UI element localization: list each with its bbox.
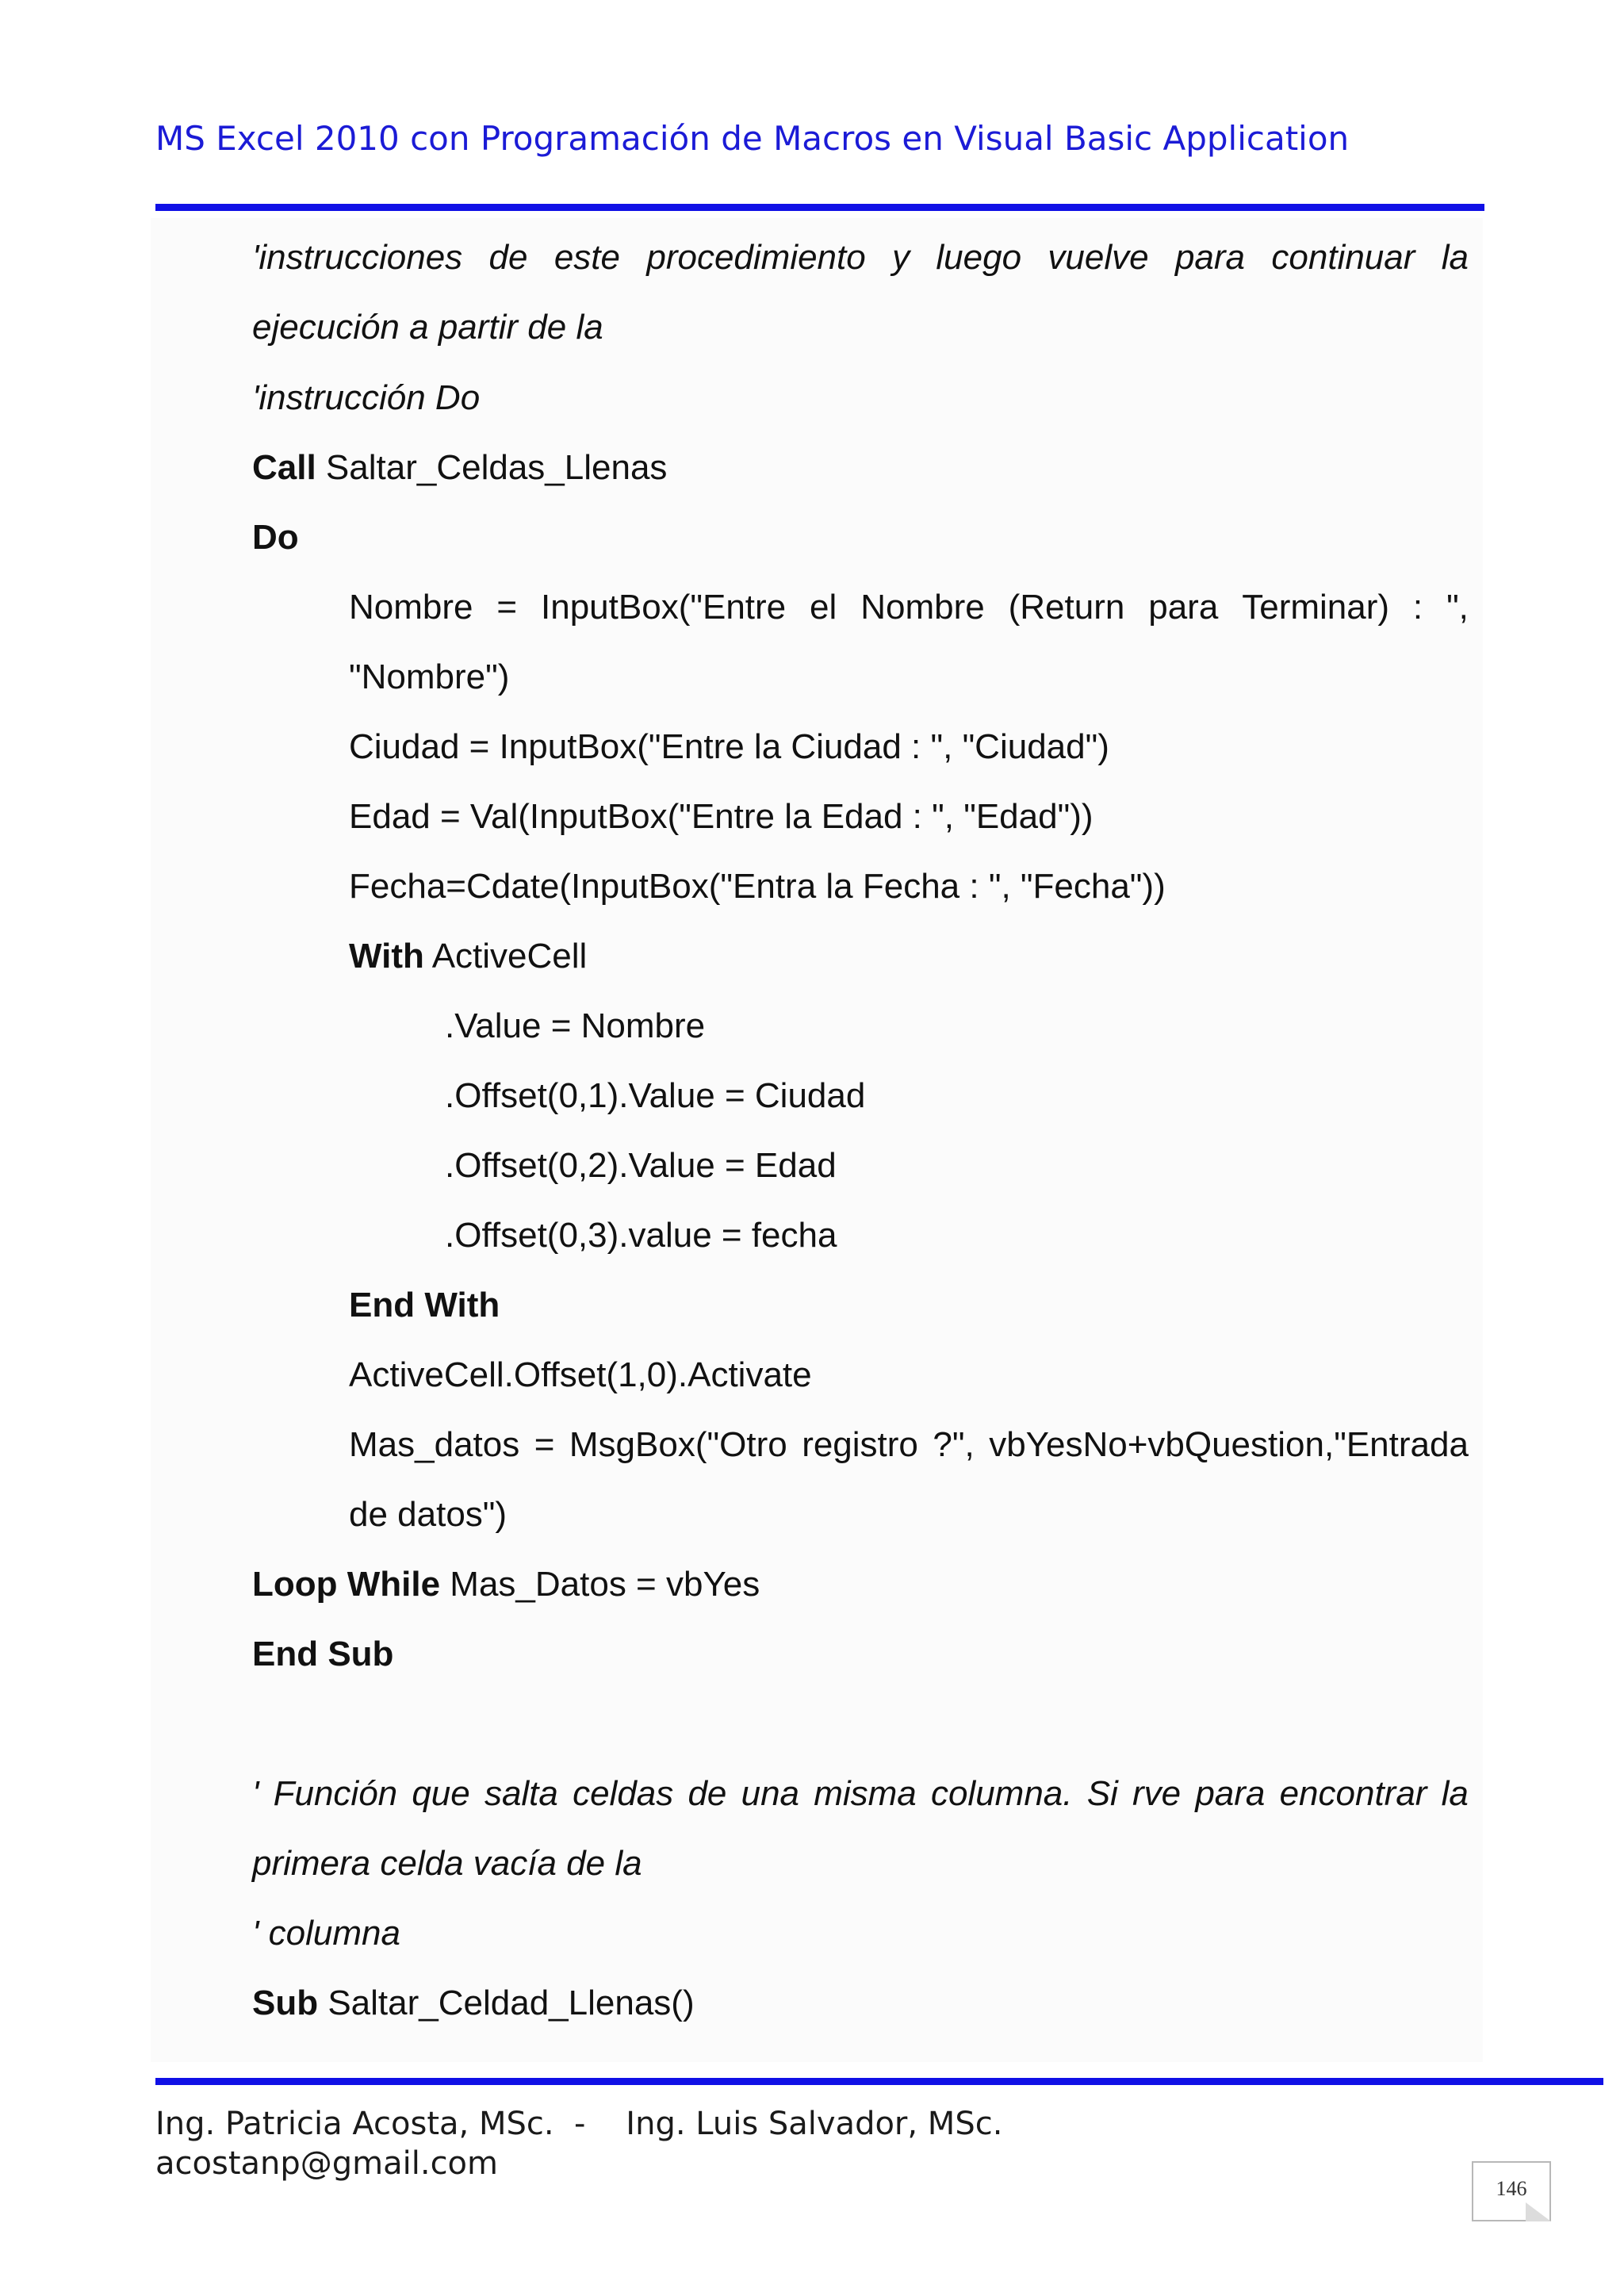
code-line-offset-3: .Offset(0,3).value = fecha	[445, 1216, 837, 1255]
code-line-offset-2: .Offset(0,2).Value = Edad	[445, 1146, 837, 1185]
code-text: Mas_Datos = vbYes	[440, 1565, 760, 1604]
page-number-box	[1472, 2161, 1551, 2221]
footer-authors: Ing. Patricia Acosta, MSc. - Ing. Luis Salvador, MSc.	[155, 2106, 1003, 2142]
code-word: Si	[1086, 1774, 1118, 1813]
code-word: para	[1174, 238, 1246, 277]
code-word: '	[252, 1774, 259, 1813]
code-text: ActiveCell	[423, 937, 588, 976]
keyword-loop-while: Loop While	[252, 1565, 441, 1604]
code-line-fecha: Fecha=Cdate(InputBox("Entra la Fecha : ", "Fecha"))	[349, 867, 1166, 906]
code-word: la	[1441, 238, 1469, 277]
code-word: y	[892, 238, 910, 277]
header-rule	[155, 204, 1484, 211]
keyword-do: Do	[252, 518, 299, 557]
keyword-call: Call	[252, 448, 316, 487]
code-word: para	[1195, 1774, 1266, 1813]
code-word: salta	[484, 1774, 558, 1813]
code-word: (Return	[1008, 588, 1125, 627]
code-line-mas-datos-cont: de datos")	[349, 1495, 508, 1534]
code-line-nombre	[349, 590, 1469, 625]
code-word: una	[741, 1774, 800, 1813]
code-word: procedimiento	[646, 238, 866, 277]
page-fold-corner	[1526, 2202, 1551, 2221]
code-word: el	[810, 588, 837, 627]
code-comment-line	[252, 240, 1469, 275]
code-word: =	[496, 588, 518, 627]
code-word: celdas	[573, 1774, 674, 1813]
code-word: InputBox("Entre	[541, 588, 787, 627]
footer-rule	[155, 2078, 1603, 2085]
code-line-activate: ActiveCell.Offset(1,0).Activate	[349, 1355, 812, 1394]
code-comment-line: 'instrucción Do	[252, 378, 481, 417]
code-comment-line: primera celda vacía de la	[252, 1844, 642, 1883]
code-word: Nombre	[860, 588, 985, 627]
code-word: ",	[1446, 588, 1469, 627]
code-line-edad: Edad = Val(InputBox("Entre la Edad : ", "Edad"))	[349, 797, 1094, 836]
code-word: rve	[1132, 1774, 1182, 1813]
code-line-sub	[252, 1986, 695, 2021]
keyword-end-with: End With	[349, 1286, 500, 1324]
code-word: Mas_datos	[349, 1425, 520, 1464]
code-line-mas-datos	[349, 1425, 1469, 1464]
code-word: Nombre	[349, 588, 473, 627]
code-word: continuar	[1271, 238, 1415, 277]
code-line-call	[252, 450, 667, 485]
code-word: ?",	[933, 1425, 975, 1464]
code-word: 'instrucciones	[252, 238, 463, 277]
code-word: Función	[273, 1774, 398, 1813]
code-text: Saltar_Celdas_Llenas	[316, 448, 668, 487]
footer-email: acostanp@gmail.com	[155, 2145, 498, 2182]
code-word: misma	[814, 1774, 917, 1813]
code-word: =	[534, 1425, 555, 1464]
page-number: 146	[1496, 2177, 1527, 2200]
code-word: que	[412, 1774, 470, 1813]
code-line-nombre-cont: "Nombre")	[349, 657, 510, 696]
code-word: registro	[802, 1425, 918, 1464]
code-line-offset-1: .Offset(0,1).Value = Ciudad	[445, 1076, 866, 1115]
code-comment-line: ' columna	[252, 1914, 400, 1953]
code-word: vbYesNo+vbQuestion,"Entrada	[989, 1425, 1469, 1464]
code-line-with	[349, 939, 587, 974]
keyword-sub: Sub	[252, 1984, 319, 2022]
code-word: este	[553, 238, 620, 277]
code-line-value: .Value = Nombre	[445, 1006, 706, 1045]
code-word: columna.	[930, 1774, 1073, 1813]
code-comment-line	[252, 1774, 1469, 1813]
code-word: de	[488, 238, 528, 277]
code-word: luego	[936, 238, 1022, 277]
document-header-title: MS Excel 2010 con Programación de Macros en Visual Basic Application	[155, 119, 1350, 158]
keyword-end-sub: End Sub	[252, 1635, 394, 1673]
code-word: :	[1412, 588, 1423, 627]
keyword-with: With	[349, 937, 424, 976]
code-word: MsgBox("Otro	[569, 1425, 787, 1464]
code-word: Terminar)	[1242, 588, 1390, 627]
code-word: la	[1441, 1774, 1469, 1813]
code-comment-line: ejecución a partir de la	[252, 308, 603, 347]
code-word: de	[688, 1774, 727, 1813]
code-word: para	[1148, 588, 1219, 627]
code-line-ciudad: Ciudad = InputBox("Entre la Ciudad : ", "Ciudad")	[349, 727, 1109, 766]
code-word: encontrar	[1279, 1774, 1427, 1813]
code-text: Saltar_Celdad_Llenas()	[318, 1984, 695, 2022]
code-word: vuelve	[1048, 238, 1149, 277]
code-line-loop-while	[252, 1567, 760, 1602]
